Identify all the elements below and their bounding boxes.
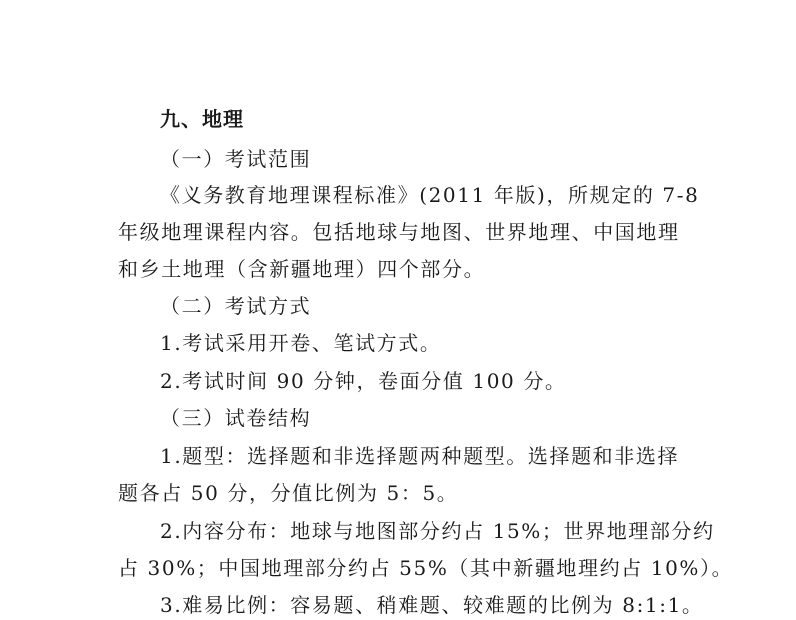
list-item: 2.考试时间 90 分钟，卷面分值 100 分。	[160, 369, 567, 393]
list-item: 1.题型：选择题和非选择题两种题型。选择题和非选择	[160, 444, 680, 468]
heading-exam-scope: （一）考试范围	[160, 147, 312, 171]
heading-exam-method: （二）考试方式	[160, 294, 312, 318]
list-item: 1.考试采用开卷、笔试方式。	[160, 331, 442, 355]
section-title: 九、地理	[160, 107, 244, 131]
list-item-continued: 题各占 50 分，分值比例为 5：5。	[118, 481, 459, 505]
heading-paper-structure: （三）试卷结构	[160, 406, 312, 430]
list-item: 3.难易比例：容易题、稍难题、较难题的比例为 8:1:1。	[160, 593, 704, 617]
list-item-continued: 占 30%；中国地理部分约占 55%（其中新疆地理约占 10%）。	[118, 556, 734, 580]
paragraph-line: 年级地理课程内容。包括地球与地图、世界地理、中国地理	[118, 220, 680, 244]
list-item: 2.内容分布：地球与地图部分约占 15%；世界地理部分约	[160, 519, 715, 543]
paragraph-line: 和乡土地理（含新疆地理）四个部分。	[118, 257, 486, 281]
paragraph-line: 《义务教育地理课程标准》(2011 年版)，所规定的 7-8	[160, 183, 700, 207]
